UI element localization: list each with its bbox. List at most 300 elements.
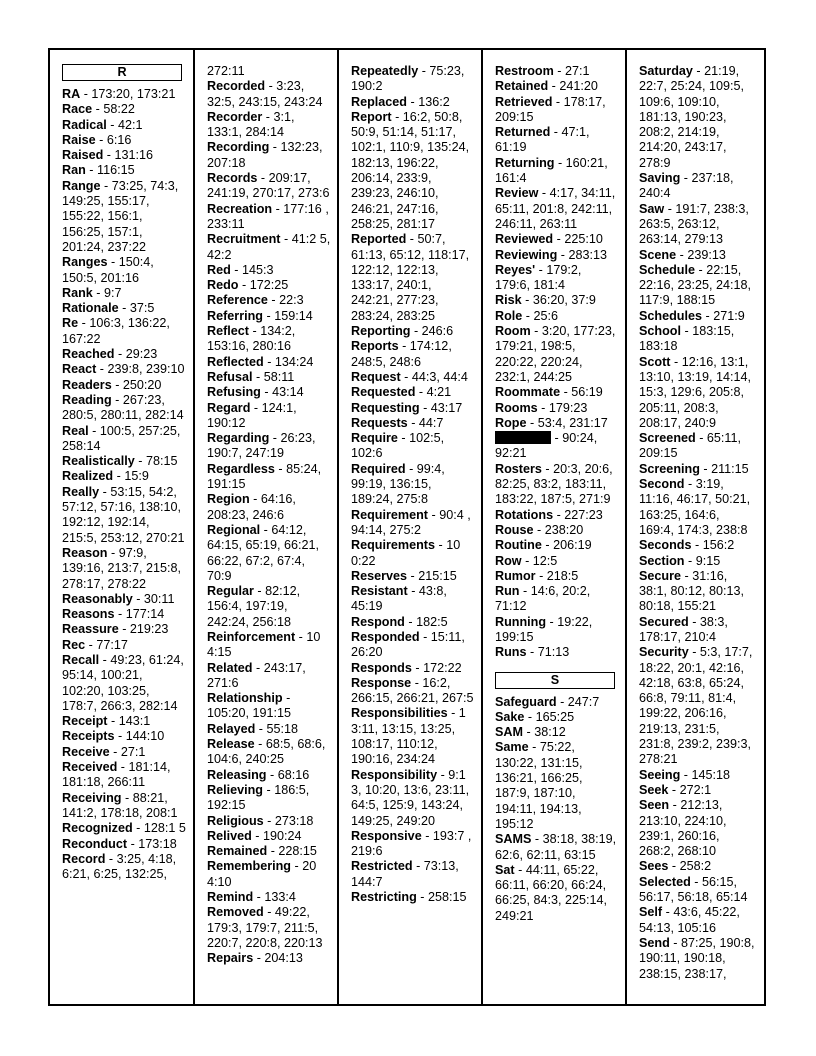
entry-refs: 9:7: [104, 285, 122, 300]
entry-term: Requests: [351, 415, 408, 430]
index-entry: Send - 87:25, 190:8, 190:11, 190:18, 238:15, 238:17,: [639, 935, 755, 981]
entry-term: Seeing: [639, 767, 681, 782]
entry-refs: 88:21, 141:2, 178:18, 208:1: [62, 790, 178, 820]
entry-refs: 38:12: [534, 725, 566, 740]
entry-refs: 27:1: [564, 64, 590, 78]
index-entry: Secured - 38:3, 178:17, 210:4: [639, 614, 728, 644]
entry-term: Section: [639, 553, 685, 568]
index-entry: Reason - 97:9, 139:16, 213:7, 215:8, 278:17, 278:22: [62, 545, 182, 591]
entry-refs: 22:3: [279, 293, 304, 308]
index-entry: Saturday - 21:19, 22:7, 25:24, 109:5, 109:6, 109:10, 181:13, 190:23, 208:2, 214:19, 214:20, 243:17, 278:9: [639, 64, 745, 170]
entry-refs: 239:13: [687, 247, 726, 262]
index-entry: Screened - 65:11, 209:15: [639, 431, 741, 461]
index-entry: Review - 4:17, 34:11, 65:11, 201:8, 242:11, 246:11, 263:11: [495, 186, 616, 231]
index-entry: Reference - 22:3: [207, 293, 304, 308]
entry-refs: 21:19, 22:7, 25:24, 109:5, 109:6, 109:10, 181:13, 190:23, 208:2, 214:19, 214:20, 243:17, 278:9: [639, 64, 745, 170]
index-entry: Responsive - 193:7 , 219:6: [351, 828, 472, 859]
entry-refs: 3:23, 32:5, 243:15, 243:24: [207, 79, 323, 109]
index-entry: Reflected - 134:24: [207, 354, 314, 369]
entry-term: Relived: [207, 828, 252, 843]
index-entry: Reviewing - 283:13: [495, 247, 608, 262]
index-entry: RA - 173:20, 173:21: [62, 87, 176, 101]
entry-refs: 68:16: [277, 767, 310, 782]
entry-refs: 172:22: [423, 660, 462, 675]
entry-refs: 3:1, 133:1, 284:14: [207, 109, 295, 140]
index-entry: Reported - 50:7, 61:13, 65:12, 118:17, 122:12, 122:13, 133:17, 240:1, 242:21, 277:23, 283:24, 283:25: [351, 232, 470, 323]
entry-term: Received: [62, 760, 118, 775]
index-entry: Rationale - 37:5: [62, 301, 155, 316]
index-entry: Receipt - 143:1: [62, 714, 151, 729]
index-entry: Reserves - 215:15: [351, 568, 457, 583]
entry-term: Row: [495, 553, 522, 568]
entry-refs: 105:20, 191:15: [207, 706, 292, 721]
entry-term: Running: [495, 614, 547, 629]
entry-term: Recording: [207, 140, 270, 155]
index-entry: School - 183:15, 183:18: [639, 324, 735, 354]
entry-term: Reason: [62, 545, 108, 560]
entry-refs: 22:15, 22:16, 23:25, 24:18, 117:9, 188:15: [639, 262, 752, 308]
index-entry: Region - 64:16, 208:23, 246:6: [207, 492, 296, 522]
index-column-3: [337, 50, 481, 1004]
entry-refs: 68:5, 68:6, 104:6, 240:25: [207, 737, 326, 767]
entry-refs: 58:11: [263, 369, 295, 384]
index-entry: SAMS - 38:18, 38:19, 62:6, 62:11, 63:15: [495, 832, 617, 862]
index-entry: Receiving - 88:21, 141:2, 178:18, 208:1: [62, 790, 178, 820]
entry-term: Record: [62, 851, 106, 866]
entry-term: RA: [62, 87, 81, 101]
index-entry: Received - 181:14, 181:18, 266:11: [62, 760, 171, 790]
index-entry: Repairs - 204:13: [207, 951, 303, 966]
index-entry: Release - 68:5, 68:6, 104:6, 240:25: [207, 737, 326, 767]
entry-refs: 10 4:15: [207, 629, 321, 660]
index-entry: Room - 3:20, 177:23, 179:21, 198:5, 220:22, 220:24, 232:1, 244:25: [495, 324, 616, 384]
entry-refs: 144:10: [125, 729, 165, 744]
index-entry: Repeatedly - 75:23, 190:2: [351, 64, 465, 94]
entry-refs: 160:21, 161:4: [495, 155, 608, 186]
entry-term: Red: [207, 262, 231, 277]
entry-term: Recognized: [62, 821, 133, 836]
index-entry: Range - 73:25, 74:3, 149:25, 155:17, 155:22, 156:1, 156:25, 157:1, 201:24, 237:22: [62, 178, 179, 254]
index-entry: Redo - 172:25: [207, 278, 289, 293]
index-entry: Responded - 15:11, 26:20: [351, 629, 465, 660]
entry-term: Responds: [351, 660, 412, 675]
entry-term: Reflected: [207, 354, 264, 369]
index-entry: Remained - 228:15: [207, 844, 317, 859]
index-entry: Reasonably - 30:11: [62, 591, 175, 606]
index-entry: Same - 75:22, 130:22, 131:15, 136:21, 166:25, 187:9, 187:10, 194:11, 194:13, 195:12: [495, 740, 583, 831]
entry-term: Secured: [639, 614, 689, 629]
entry-refs: 90:24, 92:21: [495, 431, 598, 461]
entry-term: Resistant: [351, 584, 408, 599]
entry-term: Required: [351, 461, 406, 476]
entry-term: Raise: [62, 132, 96, 147]
entry-refs: 283:13: [568, 247, 608, 262]
entry-term: Raised: [62, 148, 104, 163]
index-entry: Restricted - 73:13, 144:7: [351, 859, 459, 889]
entry-term: Respond: [351, 614, 405, 629]
entry-term: Related: [207, 660, 253, 675]
entry-refs: 97:9, 139:16, 213:7, 215:8, 278:17, 278:22: [62, 545, 182, 591]
entry-term: Refusing: [207, 385, 261, 400]
entry-refs: 3:19, 11:16, 46:17, 50:21, 163:25, 164:6, 169:4, 174:3, 238:8: [639, 477, 751, 537]
entry-term: React: [62, 362, 97, 377]
entry-term: Role: [495, 308, 523, 323]
entry-term: Regional: [207, 522, 261, 537]
entry-refs: 82:12, 156:4, 197:19, 242:24, 256:18: [207, 584, 301, 629]
entry-term: Release: [207, 737, 255, 752]
entry-term: Replaced: [351, 94, 407, 109]
entry-term: Responsibility: [351, 767, 438, 782]
entry-term: Restricted: [351, 859, 413, 874]
index-entry: Seeing - 145:18: [639, 767, 731, 782]
entry-term: Radical: [62, 117, 107, 132]
entry-term: Race: [62, 102, 93, 117]
entry-refs: 250:20: [122, 377, 162, 392]
entry-term: Restricting: [351, 890, 417, 905]
entry-term: Seconds: [639, 538, 692, 553]
entry-refs: 9:15: [695, 553, 721, 568]
entry-refs: 43:6, 45:22, 54:13, 105:16: [639, 905, 740, 935]
index-entry: Recruitment - 41:2 5, 42:2: [207, 232, 331, 262]
index-entry: Remind - 133:4: [207, 890, 296, 905]
entry-refs: 16:2, 266:15, 266:21, 267:5: [351, 675, 474, 706]
index-entry: Really - 53:15, 54:2, 57:12, 57:16, 138:10, 192:12, 192:14, 215:5, 253:12, 270:21: [62, 484, 185, 545]
entry-refs: 237:18, 240:4: [639, 171, 734, 201]
entry-refs: 47:1, 61:19: [495, 125, 590, 155]
entry-refs: 20 4:10: [207, 859, 317, 889]
entry-refs: 43:17: [430, 400, 463, 415]
entry-term: Secure: [639, 568, 682, 583]
entry-term: Refusal: [207, 369, 253, 384]
entry-term: School: [639, 324, 681, 339]
index-entry: Running - 19:22, 199:15: [495, 614, 593, 644]
entry-term: Responsibilities: [351, 706, 448, 721]
entry-term: Relayed: [207, 721, 256, 736]
index-page-frame: [48, 48, 766, 1006]
index-entry: Reyes' - 179:2, 179:6, 181:4: [495, 262, 582, 293]
entry-refs: 44:11, 65:22, 66:11, 66:20, 66:24, 66:25, 84:3, 225:14, 249:21: [495, 862, 608, 923]
index-entry: Reports - 174:12, 248:5, 248:6: [351, 339, 452, 369]
entry-term: Same: [495, 740, 529, 755]
entry-term: Regard: [207, 400, 251, 415]
index-column-1: [50, 50, 193, 1004]
index-entry: Radical - 42:1: [62, 117, 143, 132]
entry-refs: 10 0:22: [351, 538, 461, 568]
entry-refs: 71:13: [537, 645, 570, 660]
entry-refs: 85:24, 191:15: [207, 461, 322, 492]
index-entry: Returning - 160:21, 161:4: [495, 155, 608, 186]
index-entry: Security - 5:3, 17:7, 18:22, 20:1, 42:16, 42:18, 63:8, 65:24, 66:8, 79:11, 81:4, 199:22, 206:16, 219:13, 231:5, 231:8, 239:2, 239:3, 278:21: [639, 645, 753, 767]
index-entry: Regardless - 85:24, 191:15: [207, 461, 322, 492]
index-entry: Recorded - 3:23, 32:5, 243:15, 243:24: [207, 79, 323, 109]
entry-term: Real: [62, 423, 89, 438]
index-entry: Row - 12:5: [495, 553, 558, 568]
entry-term: Releasing: [207, 767, 267, 782]
entry-refs: 172:25: [249, 278, 289, 293]
entry-refs: 3:20, 177:23, 179:21, 198:5, 220:22, 220:24, 232:1, 244:25: [495, 324, 616, 384]
index-entry: Race - 58:22: [62, 102, 135, 117]
index-entry: Risk - 36:20, 37:9: [495, 293, 596, 308]
index-entry: Retained - 241:20: [495, 79, 598, 94]
index-entry: Reflect - 134:2, 153:16, 280:16: [207, 324, 296, 354]
entry-refs: 15:9: [124, 469, 149, 484]
index-entry: Ran - 116:15: [62, 163, 135, 178]
index-entry: Rumor - 218:5: [495, 568, 579, 583]
entry-term: Request: [351, 369, 401, 384]
entry-refs: 4:17, 34:11, 65:11, 201:8, 242:11, 246:11, 263:11: [495, 186, 616, 231]
index-entry: Secure - 31:16, 38:1, 80:12, 80:13, 80:18, 155:21: [639, 568, 745, 614]
entry-refs: 178:17, 209:15: [495, 94, 606, 124]
entry-term: Remind: [207, 890, 254, 905]
index-entry: Rec - 77:17: [62, 637, 128, 652]
entry-refs: 159:14: [274, 308, 313, 323]
entry-refs: 193:7 , 219:6: [351, 828, 472, 859]
entry-refs: 12:16, 13:1, 13:10, 13:19, 14:14, 15:3, 129:6, 205:8, 205:11, 208:3, 208:17, 240:9: [639, 354, 752, 430]
entry-term: Recreation: [207, 201, 273, 216]
entry-refs: 53:4, 231:17: [537, 415, 608, 430]
entry-refs: 177:14: [125, 607, 165, 622]
entry-refs: 30:11: [143, 591, 175, 606]
entry-term: Sees: [639, 859, 669, 874]
entry-term: Seen: [639, 798, 670, 813]
entry-term: Roommate: [495, 385, 561, 400]
entry-refs: 56:19: [571, 385, 603, 400]
entry-term: Requirements: [351, 538, 435, 553]
entry-term: Rooms: [495, 400, 538, 415]
entry-refs: 49:23, 61:24, 95:14, 100:21, 102:20, 103:25, 178:7, 266:3, 282:14: [62, 652, 184, 713]
entry-refs: 77:17: [96, 637, 128, 652]
entry-term: Reflect: [207, 324, 249, 339]
index-entry: Rank - 9:7: [62, 285, 122, 300]
entry-term: Removed: [207, 905, 264, 920]
index-entry: Restricting - 258:15: [351, 890, 467, 905]
index-entry: Sees - 258:2: [639, 859, 712, 874]
entry-refs: 15:11, 26:20: [351, 629, 465, 660]
entry-term: Saving: [639, 171, 681, 186]
index-entry: Requirement - 90:4 , 94:14, 275:2: [351, 507, 471, 537]
index-entry: Responds - 172:22: [351, 660, 462, 675]
entry-term: Seek: [639, 782, 669, 797]
entry-refs: 177:16 , 233:11: [207, 201, 329, 231]
entry-term: Scott: [639, 354, 671, 369]
index-entry: Resistant - 43:8, 45:19: [351, 584, 447, 614]
entry-term: Reinforcement: [207, 629, 296, 644]
entry-term: Ran: [62, 163, 86, 178]
entry-refs: 73:13, 144:7: [351, 859, 459, 889]
index-entry: Rouse - 238:20: [495, 522, 584, 537]
entry-term: Religious: [207, 813, 264, 828]
entry-refs: 219:23: [129, 622, 169, 637]
entry-refs: 43:14: [272, 385, 304, 400]
entry-term: Regarding: [207, 431, 270, 446]
index-entry: Refusal - 58:11: [207, 369, 295, 384]
entry-term: Sat: [495, 862, 515, 877]
index-entry: Reinforcement - 10 4:15: [207, 629, 321, 660]
index-entry: Rosters - 20:3, 20:6, 82:25, 83:2, 183:11, 183:22, 187:5, 271:9: [495, 461, 613, 507]
entry-refs: 212:13, 213:10, 224:10, 239:1, 260:16, 268:2, 268:10: [639, 798, 727, 859]
index-entry: [207, 64, 331, 79]
entry-refs: 27:1: [120, 744, 146, 759]
entry-refs: 25:6: [533, 308, 559, 323]
entry-refs: 26:23, 190:7, 247:19: [207, 431, 316, 461]
index-entry: Seen - 212:13, 213:10, 224:10, 239:1, 260:16, 268:2, 268:10: [639, 798, 727, 859]
index-entry: Responsibility - 9:1 3, 10:20, 13:6, 23:11, 64:5, 125:9, 143:24, 149:25, 249:20: [351, 767, 470, 828]
entry-refs: 42:1: [118, 117, 143, 132]
index-entry: Receive - 27:1: [62, 744, 146, 759]
index-entry: Require - 102:5, 102:6: [351, 431, 445, 461]
entry-term: Reasonably: [62, 591, 133, 606]
section-letter-header: S: [495, 672, 615, 689]
entry-term: Review: [495, 186, 539, 201]
entry-refs: 134:24: [274, 354, 314, 369]
entry-refs: 116:15: [97, 163, 135, 178]
entry-term: Screened: [639, 431, 696, 446]
index-entry: Runs - 71:13: [495, 645, 570, 660]
redaction-block: [495, 431, 551, 444]
index-entry: Second - 3:19, 11:16, 46:17, 50:21, 163:25, 164:6, 169:4, 174:3, 238:8: [639, 477, 751, 537]
entry-refs: 1 3:11, 13:15, 13:25, 108:17, 110:12, 190:16, 234:24: [351, 706, 466, 767]
entry-refs: 182:5: [416, 614, 448, 629]
entry-term: Rationale: [62, 301, 119, 316]
entry-term: Schedule: [639, 262, 695, 277]
entry-term: Rumor: [495, 568, 536, 583]
index-entry: Remembering - 20 4:10: [207, 859, 317, 889]
entry-refs: 145:3: [242, 262, 274, 277]
entry-refs: 87:25, 190:8, 190:11, 190:18, 238:15, 238:17,: [639, 935, 755, 981]
entry-refs: 272:1: [679, 782, 712, 797]
index-entry: Restroom - 27:1: [495, 64, 590, 78]
index-entry: Realized - 15:9: [62, 469, 149, 484]
entry-refs: 53:15, 54:2, 57:12, 57:16, 138:10, 192:12, 192:14, 215:5, 253:12, 270:21: [62, 484, 185, 545]
entry-term: Relationship: [207, 691, 283, 706]
entry-term: Rope: [495, 415, 527, 430]
index-entry: Seconds - 156:2: [639, 538, 735, 553]
entry-term: Reviewing: [495, 247, 558, 262]
entry-term: Range: [62, 178, 101, 193]
entry-term: Realistically: [62, 454, 135, 469]
entry-refs: 243:17, 271:6: [207, 660, 306, 690]
entry-term: Run: [495, 584, 520, 599]
entry-refs: 65:11, 209:15: [639, 431, 741, 461]
index-entry: Run - 14:6, 20:2, 71:12: [495, 584, 591, 614]
entry-refs: 5:3, 17:7, 18:22, 20:1, 42:16, 42:18, 63:8, 65:24, 66:8, 79:11, 81:4, 199:22, 206:16, 219:13, 231:5, 231:8, 239:2, 239:3, 278:21: [639, 645, 753, 767]
entry-refs: 190:24: [263, 828, 302, 843]
entry-refs: 4:21: [426, 385, 452, 400]
entry-term: SAMS: [495, 832, 532, 847]
entry-refs: 179:23: [548, 400, 588, 415]
entry-refs: 100:5, 257:25, 258:14: [62, 423, 181, 453]
entry-term: Rec: [62, 637, 86, 652]
entry-term: Region: [207, 492, 250, 507]
index-entry: Section - 9:15: [639, 553, 721, 568]
entry-refs: 191:7, 238:3, 263:5, 263:12, 263:14, 279:13: [639, 201, 749, 247]
entry-term: Reports: [351, 339, 399, 354]
entry-refs: 271:9: [713, 308, 745, 323]
index-entry: Schedules - 271:9: [639, 308, 745, 323]
index-entry: Raise - 6:16: [62, 132, 132, 147]
entry-term: Returning: [495, 155, 555, 170]
index-entry: Saw - 191:7, 238:3, 263:5, 263:12, 263:14, 279:13: [639, 201, 749, 247]
entry-term: Recorded: [207, 79, 266, 94]
index-entry: Related - 243:17, 271:6: [207, 660, 306, 690]
entry-refs: 173:18: [138, 836, 177, 851]
entry-refs: 218:5: [546, 568, 579, 583]
index-entry: Rope - 53:4, 231:17: [495, 415, 608, 430]
entry-term: Realized: [62, 469, 114, 484]
index-entry: Relationship - 105:20, 191:15: [207, 691, 292, 721]
entry-refs: 99:4, 99:19, 136:15, 189:24, 275:8: [351, 461, 445, 507]
entry-refs: 75:23, 190:2: [351, 64, 465, 94]
entry-refs: 41:2 5, 42:2: [207, 232, 331, 262]
entry-term: Second: [639, 477, 685, 492]
entry-term: Self: [639, 905, 663, 920]
index-entry: Red - 145:3: [207, 262, 274, 277]
entry-term: Receipt: [62, 714, 108, 729]
entry-refs: 179:2, 179:6, 181:4: [495, 262, 582, 293]
entry-term: Relieving: [207, 782, 263, 797]
entry-refs: 44:3, 44:4: [411, 369, 468, 384]
entry-refs: 238:20: [544, 522, 584, 537]
entry-term: Returned: [495, 125, 551, 140]
index-entry: Recording - 132:23, 207:18: [207, 140, 323, 170]
entry-refs: 56:15, 56:17, 56:18, 65:14: [639, 874, 748, 905]
index-entry: Saving - 237:18, 240:4: [639, 171, 734, 201]
entry-term: Redo: [207, 278, 239, 293]
entry-term: Recruitment: [207, 232, 281, 247]
entry-refs: 246:6: [421, 324, 454, 339]
entry-term: Screening: [639, 461, 700, 476]
index-entry: Requested - 4:21: [351, 385, 452, 400]
index-entry: Requests - 44:7: [351, 415, 444, 430]
entry-refs: 78:15: [146, 454, 178, 469]
entry-term: Reference: [207, 293, 268, 308]
entry-refs: 3:25, 4:18, 6:21, 6:25, 132:25,: [62, 851, 177, 882]
index-entry: Screening - 211:15: [639, 461, 749, 476]
index-entry-redacted: - 90:24, 92:21: [495, 431, 598, 461]
index-entry: Re - 106:3, 136:22, 167:22: [62, 316, 170, 346]
index-column-5: [625, 50, 764, 1004]
index-entry: Removed - 49:22, 179:3, 179:7, 211:5, 220:7, 220:8, 220:13: [207, 905, 323, 950]
entry-refs: 225:10: [564, 232, 603, 247]
index-entry: Response - 16:2, 266:15, 266:21, 267:5: [351, 675, 474, 706]
entry-refs: 258:2: [679, 859, 712, 874]
entry-term: Regardless: [207, 461, 275, 476]
index-entry: Requirements - 10 0:22: [351, 538, 461, 568]
index-entry: Rooms - 179:23: [495, 400, 588, 415]
index-entry: Reconduct - 173:18: [62, 836, 177, 851]
index-entry: Regarding - 26:23, 190:7, 247:19: [207, 431, 316, 461]
entry-term: Reyes': [495, 262, 536, 277]
entry-term: Reached: [62, 347, 115, 362]
entry-term: Response: [351, 675, 412, 690]
index-entry: Record - 3:25, 4:18, 6:21, 6:25, 132:25,: [62, 851, 177, 882]
entry-refs: 136:2: [418, 94, 450, 109]
entry-refs: 211:15: [711, 461, 749, 476]
entry-refs: 183:15, 183:18: [639, 324, 735, 354]
index-entry: Ranges - 150:4, 150:5, 201:16: [62, 255, 154, 285]
entry-refs: 150:4, 150:5, 201:16: [62, 255, 154, 285]
entry-refs: 227:23: [564, 507, 603, 522]
entry-term: Requirement: [351, 507, 428, 522]
entry-refs: 49:22, 179:3, 179:7, 211:5, 220:7, 220:8, 220:13: [207, 905, 323, 950]
entry-term: SAM: [495, 725, 523, 740]
entry-refs: 204:13: [264, 951, 303, 966]
entry-refs: 36:20, 37:9: [532, 293, 596, 308]
entry-refs: 239:8, 239:10: [107, 362, 185, 377]
entry-refs: 64:16, 208:23, 246:6: [207, 492, 296, 522]
index-entry: Recorder - 3:1, 133:1, 284:14: [207, 109, 295, 140]
index-entry: Reading - 267:23, 280:5, 280:11, 282:14: [62, 392, 184, 423]
